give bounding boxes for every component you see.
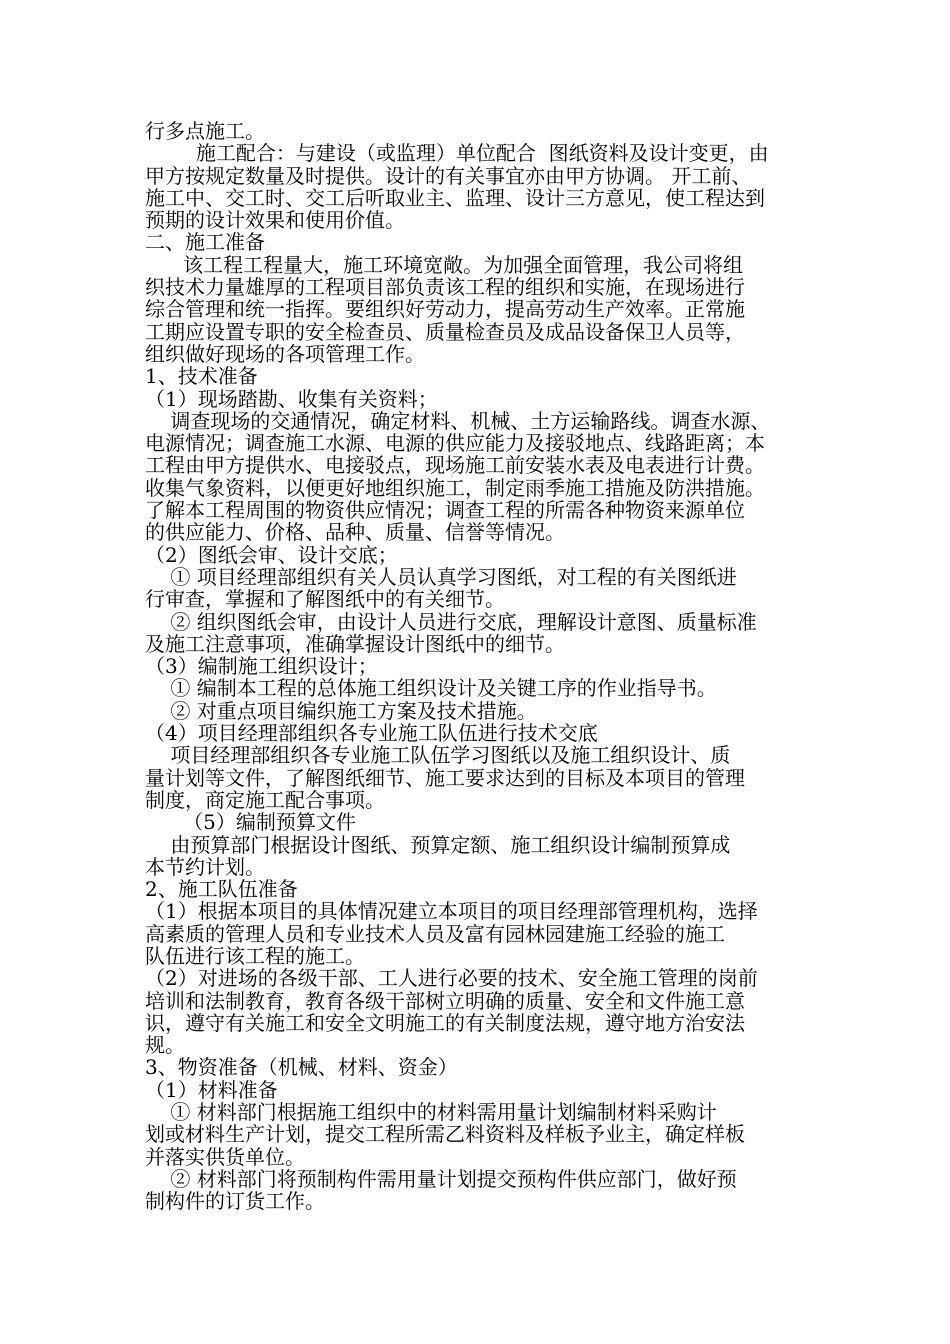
text-line: 识，遵守有关施工和安全文明施工的有关制度法规，遵守地方治安法	[145, 1010, 745, 1035]
text-line: 量计划等文件，了解图纸细节、施工要求达到的目标及本项目的管理	[145, 765, 745, 790]
text-line: 施工中、交工时、交工后听取业主、监理、设计三方意见，使工程达到	[145, 185, 765, 210]
text-line: 本节约计划。	[145, 854, 265, 879]
text-line: 制度，商定施工配合事项。	[145, 787, 385, 812]
text-line: 调查现场的交通情况，确定材料、机械、土方运输路线。调查水源、	[145, 408, 771, 433]
text-line: 甲方按规定数量及时提供。设计的有关事宜亦由甲方协调。 开工前、	[145, 163, 752, 188]
text-line: 二、施工准备	[145, 230, 265, 255]
text-line: （1）现场踏勘、收集有关资料；	[145, 386, 438, 411]
text-line: 施工配合：与建设（或监理）单位配合 图纸资料及设计变更，由	[145, 141, 769, 166]
text-line: 制构件的订货工作。	[145, 1189, 325, 1214]
text-line: 织技术力量雄厚的工程项目部负责该工程的组织和实施，在现场进行	[145, 275, 745, 300]
text-line: 项目经理部组织各专业施工队伍学习图纸以及施工组织设计、质	[145, 743, 731, 768]
text-line: 行多点施工。	[145, 119, 265, 143]
text-line: 收集气象资料，以便更好地组织施工，制定雨季施工措施及防洪措施。	[145, 475, 765, 500]
text-line: 高素质的管理人员和专业技术人员及富有园林园建施工经验的施工	[145, 921, 725, 946]
text-line: 培训和法制教育，教育各级干部树立明确的质量、安全和文件施工意	[145, 988, 745, 1013]
text-line: （5）编制预算文件	[145, 810, 356, 835]
text-line: 3、物资准备（机械、材料、资金）	[145, 1055, 458, 1080]
text-line: （2）图纸会审、设计交底；	[145, 542, 398, 567]
text-line: 工期应设置专职的安全检查员、质量检查员及成品设备保卫人员等，	[145, 319, 745, 344]
text-line: 队伍进行该工程的施工。	[145, 943, 365, 968]
text-line: （4）项目经理部组织各专业施工队伍进行技术交底	[145, 721, 598, 746]
text-line: （2）对进场的各级干部、工人进行必要的技术、安全施工管理的岗前	[145, 966, 758, 991]
text-line: ① 材料部门根据施工组织中的材料需用量计划编制材料采购计	[145, 1100, 717, 1125]
text-line: 并落实供货单位。	[145, 1144, 305, 1169]
text-line: 行审查，掌握和了解图纸中的有关细节。	[145, 587, 505, 612]
text-line: 预期的设计效果和使用价值。	[145, 208, 405, 233]
text-line: （1）材料准备	[145, 1077, 278, 1102]
text-line: 由预算部门根据设计图纸、预算定额、施工组织设计编制预算成	[145, 832, 731, 857]
document-body	[145, 120, 825, 1213]
text-line: （3）编制施工组织设计；	[145, 654, 378, 679]
text-line: 工程由甲方提供水、电接驳点，现场施工前安装水表及电表进行计费。	[145, 453, 765, 478]
text-line: 2、施工队伍准备	[145, 877, 298, 902]
text-line: 及施工注意事项，准确掌握设计图纸中的细节。	[145, 631, 565, 656]
text-line: ① 项目经理部组织有关人员认真学习图纸，对工程的有关图纸进	[145, 564, 737, 589]
text-line: ② 材料部门将预制构件需用量计划提交预构件供应部门，做好预	[145, 1166, 737, 1191]
text-line: 了解本工程周围的物资供应情况；调查工程的所需各种物资来源单位	[145, 498, 745, 523]
text-line: ② 对重点项目编织施工方案及技术措施。	[145, 698, 537, 723]
text-line: ① 编制本工程的总体施工组织设计及关键工序的作业指导书。	[145, 676, 717, 701]
text-line: 划或材料生产计划，提交工程所需乙料资料及样板予业主，确定样板	[145, 1122, 745, 1147]
text-line: 规。	[145, 1033, 185, 1058]
text-line: 综合管理和统一指挥。要组织好劳动力，提高劳动生产效率。正常施	[145, 297, 745, 322]
text-line: 1、技术准备	[145, 364, 258, 389]
text-line: 电源情况；调查施工水源、电源的供应能力及接驳地点、线路距离；本	[145, 431, 765, 456]
text-line: 该工程工程量大，施工环境宽敞。为加强全面管理，我公司将组	[145, 252, 744, 277]
text-line: ② 组织图纸会审，由设计人员进行交底，理解设计意图、质量标准	[145, 609, 757, 634]
text-line: （1）根据本项目的具体情况建立本项目的项目经理部管理机构，选择	[145, 899, 758, 924]
text-line: 组织做好现场的各项管理工作。	[145, 341, 425, 366]
text-line: 的供应能力、价格、品种、质量、信誉等情况。	[145, 520, 565, 545]
